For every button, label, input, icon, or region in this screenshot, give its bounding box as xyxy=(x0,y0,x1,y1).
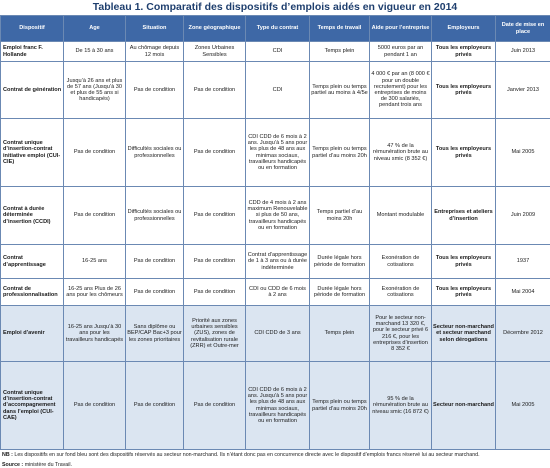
table-row xyxy=(1,306,550,362)
cell-zone: Pas de condition xyxy=(184,187,246,245)
cell-situation: Sans diplôme ou BEP/CAP Bac+3 pour les zones prioritaires xyxy=(126,306,184,362)
comparison-table xyxy=(0,15,550,450)
cell-zone: Pas de condition xyxy=(184,62,246,119)
cell-zone: Zones Urbaines Sensibles xyxy=(184,42,246,62)
cell-situation: Pas de condition xyxy=(126,362,184,450)
cell-age: De 15 à 30 ans xyxy=(64,42,126,62)
col-header-employeurs: Employeurs xyxy=(432,16,496,42)
cell-type: CDD de 4 mois à 2 ans maximum Renouvelable si plus de 50 ans, travailleurs handicapés ou en formation xyxy=(246,187,310,245)
cell-situation: Difficultés sociales ou professionnelles xyxy=(126,119,184,187)
cell-dispositif: Contrat de professionnalisation xyxy=(1,279,64,306)
cell-temps: Temps plein xyxy=(310,306,370,362)
cell-aide: 5000 euros par an pendant 1 an xyxy=(370,42,432,62)
cell-temps: Temps plein xyxy=(310,42,370,62)
footnote xyxy=(2,452,548,458)
cell-age: Jusqu’à 26 ans et plus de 57 ans (Jusqu’à 30 et plus de 55 ans si handicapés) xyxy=(64,62,126,119)
col-header-age: Age xyxy=(64,16,126,42)
cell-dispositif: Contrat unique d’insertion-contrat d’accompagnement dans l’emploi (CUI-CAE) xyxy=(1,362,64,450)
col-header-date: Date de mise en place xyxy=(496,16,550,42)
cell-employeurs: Secteur non-marchand et secteur marchand selon dérogations xyxy=(432,306,496,362)
cell-zone: Priorité aux zones urbaines sensibles (ZUS), zones de revitalisation rurale (ZRR) et Outre-mer xyxy=(184,306,246,362)
cell-situation: Pas de condition xyxy=(126,279,184,306)
cell-dispositif: Contrat d’apprentissage xyxy=(1,245,64,279)
cell-date: Mai 2005 xyxy=(496,119,550,187)
col-header-aide: Aide pour l’entreprise xyxy=(370,16,432,42)
cell-age: 16-25 ans Plus de 26 ans pour les chômeurs xyxy=(64,279,126,306)
cell-employeurs: Tous les employeurs privés xyxy=(432,62,496,119)
source-label: Source : xyxy=(2,462,24,468)
cell-type: CDI xyxy=(246,62,310,119)
cell-temps: Durée légale hors période de formation xyxy=(310,279,370,306)
cell-type: CDI ou CDD de 6 mois à 2 ans xyxy=(246,279,310,306)
cell-situation: Au chômage depuis 12 mois xyxy=(126,42,184,62)
cell-date: Juin 2013 xyxy=(496,42,550,62)
cell-dispositif: Contrat unique d’insertion-contrat initiative emploi (CUI-CIE) xyxy=(1,119,64,187)
cell-aide: 95 % de la rémunération brute au niveau smic (16 872 €) xyxy=(370,362,432,450)
cell-zone: Pas de condition xyxy=(184,119,246,187)
cell-dispositif: Emploi franc F. Hollande xyxy=(1,42,64,62)
cell-age: Pas de condition xyxy=(64,187,126,245)
cell-aide: 47 % de la rémunération brute au niveau smic (8 352 €) xyxy=(370,119,432,187)
cell-date: Mai 2004 xyxy=(496,279,550,306)
cell-type: CDI xyxy=(246,42,310,62)
source-line xyxy=(2,462,548,468)
cell-type: CDI CDD de 6 mois à 2 ans. Jusqu’à 5 ans pour les plus de 48 ans aux minimas sociaux, travailleurs handicapés ou en formation xyxy=(246,119,310,187)
cell-date: 1937 xyxy=(496,245,550,279)
table-row xyxy=(1,62,550,119)
table-title: Tableau 1. Comparatif des dispositifs d’emplois aidés en vigueur en 2014 xyxy=(92,1,458,13)
cell-type: CDI CDD de 6 mois à 2 ans. Jusqu’à 5 ans pour les plus de 48 ans aux minimas sociaux, travailleurs handicapés ou en formation xyxy=(246,362,310,450)
source-text: ministère du Travail. xyxy=(24,462,73,468)
cell-employeurs: Tous les employeurs privés xyxy=(432,42,496,62)
footnote-text: Les dispositifs en sur fond bleu sont des dispositifs réservés au secteur non-marchand. Ils n’étant donc pas en concurrence directe avec le dispositif d’emplois francs réservé lui au secteur marchand. xyxy=(14,452,480,458)
cell-date: Décembre 2012 xyxy=(496,306,550,362)
cell-aide: Exonération de cotisations xyxy=(370,245,432,279)
cell-temps: Durée légale hors période de formation xyxy=(310,245,370,279)
cell-situation: Pas de condition xyxy=(126,62,184,119)
header-row xyxy=(1,16,550,42)
cell-aide: Montant modulable xyxy=(370,187,432,245)
col-header-dispositif: Dispositif xyxy=(1,16,64,42)
cell-situation: Pas de condition xyxy=(126,245,184,279)
cell-age: Pas de condition xyxy=(64,119,126,187)
cell-age: Pas de condition xyxy=(64,362,126,450)
cell-employeurs: Secteur non-marchand xyxy=(432,362,496,450)
cell-zone: Pas de condition xyxy=(184,245,246,279)
table-row xyxy=(1,245,550,279)
cell-zone: Pas de condition xyxy=(184,279,246,306)
cell-type: Contrat d’apprentissage de 1 à 3 ans ou à durée indéterminée xyxy=(246,245,310,279)
cell-situation: Difficultés sociales ou professionnelles xyxy=(126,187,184,245)
cell-age: 16-25 ans Jusqu’à 30 ans pour les travailleurs handicapés xyxy=(64,306,126,362)
cell-employeurs: Tous les employeurs privés xyxy=(432,119,496,187)
table-row xyxy=(1,119,550,187)
cell-aide: Exonération de cotisations xyxy=(370,279,432,306)
cell-type: CDI CDD de 3 ans xyxy=(246,306,310,362)
cell-dispositif: Emploi d’avenir xyxy=(1,306,64,362)
cell-aide: Pour le secteur non-marchand 13 320 €, pour le secteur privé 6 216 €, pour les entreprises d’insertion 8 352 € xyxy=(370,306,432,362)
cell-employeurs: Tous les employeurs privés xyxy=(432,279,496,306)
cell-dispositif: Contrat à durée déterminée d’insertion (CCDI) xyxy=(1,187,64,245)
table-row xyxy=(1,187,550,245)
cell-date: Mai 2005 xyxy=(496,362,550,450)
cell-dispositif: Contrat de génération xyxy=(1,62,64,119)
footnote-label: NB : xyxy=(2,452,13,458)
col-header-temps: Temps de travail xyxy=(310,16,370,42)
cell-temps: Temps plein ou temps partiel au moins à 4/5e xyxy=(310,62,370,119)
table-row xyxy=(1,362,550,450)
cell-date: Janvier 2013 xyxy=(496,62,550,119)
cell-temps: Temps plein ou temps partiel d’au moins 20h xyxy=(310,362,370,450)
col-header-zone: Zone géographique xyxy=(184,16,246,42)
cell-age: 16-25 ans xyxy=(64,245,126,279)
table-row xyxy=(1,279,550,306)
table-row xyxy=(1,42,550,62)
cell-employeurs: Entreprises et ateliers d’insertion xyxy=(432,187,496,245)
col-header-situation: Situation xyxy=(126,16,184,42)
cell-date: Juin 2009 xyxy=(496,187,550,245)
cell-zone: Pas de condition xyxy=(184,362,246,450)
cell-temps: Temps partiel d’au moins 20h xyxy=(310,187,370,245)
cell-employeurs: Tous les employeurs privés xyxy=(432,245,496,279)
cell-temps: Temps plein ou temps partiel d’au moins 20h xyxy=(310,119,370,187)
cell-aide: 4 000 € par an (8 000 € pour un double recrutement) pour les entreprises de moins de 300 salariés, pendant trois ans xyxy=(370,62,432,119)
col-header-type: Type du contrat xyxy=(246,16,310,42)
